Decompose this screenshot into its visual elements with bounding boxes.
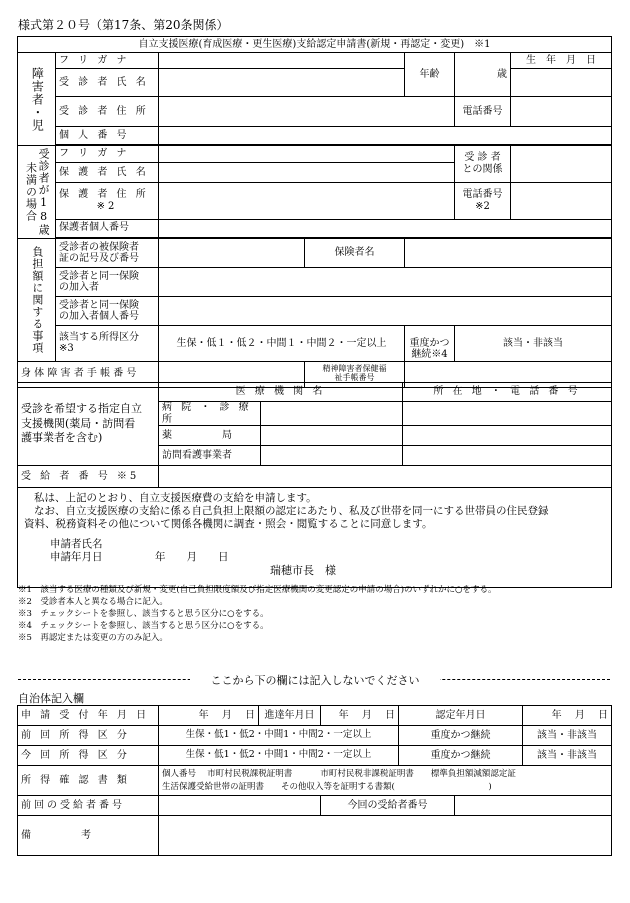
institution-label: 受診を希望する指定自立 支援機関(薬局・訪問看 護事業者を含む): [18, 383, 159, 466]
institution-table: [17, 382, 612, 588]
guardian-address-note: ※2: [96, 200, 118, 212]
insured-symbol-input[interactable]: [159, 239, 305, 268]
curr-recipient-label: 今回の受給者番号: [321, 796, 455, 816]
guardian-phone-label: 電話番号: [462, 189, 503, 201]
hospital-label: 病 院 ・ 診 療 所: [159, 402, 261, 426]
patient-phone-input[interactable]: [511, 97, 612, 127]
severe-note: ※4: [431, 349, 448, 360]
notes: [18, 584, 496, 644]
curr-income-label: 今 回 所 得 区 分: [18, 746, 159, 766]
nursing-label: 訪問看護事業者: [159, 446, 261, 466]
age-input[interactable]: 歳: [455, 53, 511, 97]
form-title: 自立支援医療(育成医療・更生医療)支給認定申請書(新規・再認定・変更) ※1: [18, 37, 612, 53]
remarks-label: 備 考: [18, 816, 159, 856]
pharmacy-address-input[interactable]: [403, 426, 612, 446]
patient-name-input[interactable]: [159, 69, 405, 97]
same-insurance-number-input[interactable]: [159, 297, 612, 326]
pharmacy-name-input[interactable]: [261, 426, 403, 446]
mayor-label: 瑞穂市長 様: [270, 564, 336, 577]
transmit-date-label: 進達年月日: [259, 706, 321, 726]
curr-recipient-input[interactable]: [455, 796, 612, 816]
mental-handbook-label: 精神障害者保健福 祉手帳番号: [305, 361, 405, 387]
municipal-table: [17, 705, 612, 856]
prev-recipient-input[interactable]: [159, 796, 321, 816]
insured-symbol-label: 受診者の被保険者 証の記号及び番号: [56, 239, 159, 268]
note-3: ※3 チェックシートを参照し、該当すると思う区分に○をする。: [18, 609, 269, 619]
form-number: 様式第２０号（第17条、第20条関係）: [18, 18, 229, 32]
recipient-number-note: ※5: [116, 470, 140, 482]
pharmacy-label: 薬 局: [159, 426, 261, 446]
insurer-name-label: 保険者名: [305, 239, 405, 268]
severe-options[interactable]: 該当・非該当: [455, 326, 612, 362]
patient-furigana-label: フ リ ガ ナ: [56, 53, 159, 69]
institution-col-name: 医 療 機 関 名: [159, 383, 403, 402]
income-docs-line1[interactable]: 個人番号 市町村民税課税証明書 市町村民税非課税証明書 標準負担額減額認定証: [162, 768, 516, 779]
transmit-date-input[interactable]: 年 月 日: [321, 706, 399, 726]
guardian-address-input[interactable]: [159, 182, 455, 219]
approval-date-input[interactable]: 年 月 日: [523, 706, 612, 726]
hospital-address-input[interactable]: [403, 402, 612, 426]
note-2: ※2 受診者本人と異なる場合に記入。: [18, 597, 168, 607]
remarks-input[interactable]: [159, 816, 612, 856]
declaration-p2: なお、自立支援医療の支給に係る自己負担上限額の認定にあたり、私及び世帯を同一にする世帯員の住民登録: [34, 505, 549, 517]
patient-section-label: 障害者・児: [18, 53, 56, 146]
patient-furigana-input[interactable]: [159, 53, 405, 69]
cutline-text: ここから下の欄には記入しないでください: [190, 672, 440, 688]
note-5: ※5 再認定または変更の方のみ記入。: [18, 633, 168, 643]
guardian-number-label: 保護者個人番号: [56, 219, 159, 237]
municipal-heading: 自治体記入欄: [18, 692, 84, 705]
income-class-options[interactable]: 生保・低１・低２・中間１・中間２・一定以上: [159, 326, 405, 362]
patient-phone-label: 電話番号: [455, 97, 511, 127]
patient-number-label: 個 人 番 号: [56, 127, 159, 145]
income-class-note: ※3: [59, 343, 74, 355]
prev-income-label: 前 回 所 得 区 分: [18, 726, 159, 746]
patient-address-label: 受 診 者 住 所: [56, 97, 159, 127]
prev-income-options[interactable]: 生保・低1・低2・中間1・中間2・一定以上: [159, 726, 399, 746]
institution-col-address: 所 在 地 ・ 電 話 番 号: [403, 383, 612, 402]
income-docs-label: 所 得 確 認 書 類: [18, 766, 159, 796]
prev-recipient-label: 前回の受給者番号: [18, 796, 159, 816]
guardian-furigana-input[interactable]: [159, 146, 455, 163]
prev-severe-options[interactable]: 該当・非該当: [523, 726, 612, 746]
guardian-name-label: 保 護 者 氏 名: [56, 163, 159, 182]
dob-label: 生 年 月 日: [511, 53, 612, 69]
declaration-p1: 私は、上記のとおり、自立支援医療費の支給を申請します。: [34, 492, 317, 504]
severe-label: 重度かつ 継続: [409, 337, 450, 360]
nursing-address-input[interactable]: [403, 446, 612, 466]
guardian-phone-input[interactable]: [511, 182, 612, 219]
guardian-relation-label: 受 診 者 との関係: [455, 146, 511, 183]
applicant-name-label: 申請者氏名: [50, 538, 103, 550]
patient-name-label: 受 診 者 氏 名: [56, 69, 159, 97]
patient-number-input[interactable]: [159, 127, 612, 145]
nursing-name-input[interactable]: [261, 446, 403, 466]
recipient-number-label: 受 給 者 番 号: [21, 470, 111, 482]
guardian-section-label-2: 受診者が18歳: [37, 148, 51, 236]
insurer-name-input[interactable]: [405, 239, 612, 268]
hospital-name-input[interactable]: [261, 402, 403, 426]
age-label: 年齢: [405, 53, 455, 97]
dob-input[interactable]: [511, 69, 612, 97]
guardian-phone-note: ※2: [475, 200, 490, 212]
guardian-furigana-label: フ リ ガ ナ: [56, 146, 159, 163]
same-insurance-label: 受診者と同一保険 の加入者: [56, 268, 159, 297]
curr-severe-options[interactable]: 該当・非該当: [523, 746, 612, 766]
guardian-address-label: 保 護 者 住 所: [59, 189, 149, 201]
declaration-p3: 資料、税務資料その他について関係各機関に調査・照会・閲覧することに同意します。: [24, 518, 433, 530]
burden-section-label: 負担額に関する事項: [18, 239, 56, 362]
receipt-date-label: 申 請 受 付 年 月 日: [18, 706, 159, 726]
guardian-number-input[interactable]: [159, 219, 612, 237]
income-class-label: 該当する所得区分: [59, 331, 139, 343]
guardian-relation-input[interactable]: [511, 146, 612, 183]
note-1: ※1 該当する医療の種類及び新規・変更(自己負担限度額及び指定医療機関の変更認定の申請の場合)のいずれかに○をする。: [18, 585, 497, 595]
application-table: [17, 36, 612, 388]
guardian-name-input[interactable]: [159, 163, 455, 182]
guardian-section-label-1: 未満の場合: [24, 162, 38, 222]
approval-date-label: 認定年月日: [399, 706, 523, 726]
receipt-date-input[interactable]: 年 月 日: [159, 706, 259, 726]
note-4: ※4 チェックシートを参照し、該当すると思う区分に○をする。: [18, 621, 269, 631]
applicant-date-label: 申請年月日 年 月 日: [50, 551, 229, 563]
curr-severe-label: 重度かつ継続: [399, 746, 523, 766]
same-insurance-number-label: 受診者と同一保険 の加入者個人番号: [56, 297, 159, 326]
curr-income-options[interactable]: 生保・低1・低2・中間1・中間2・一定以上: [159, 746, 399, 766]
prev-severe-label: 重度かつ継続: [399, 726, 523, 746]
recipient-number-input[interactable]: [159, 466, 612, 488]
income-docs-line2[interactable]: 生活保護受給世帯の証明書 その他収入等を証明する書類( ): [162, 781, 492, 792]
patient-address-input[interactable]: [159, 97, 455, 127]
same-insurance-input[interactable]: [159, 268, 612, 297]
disability-handbook-label: 身 体 障 害 者 手 帳 番 号: [18, 361, 159, 387]
